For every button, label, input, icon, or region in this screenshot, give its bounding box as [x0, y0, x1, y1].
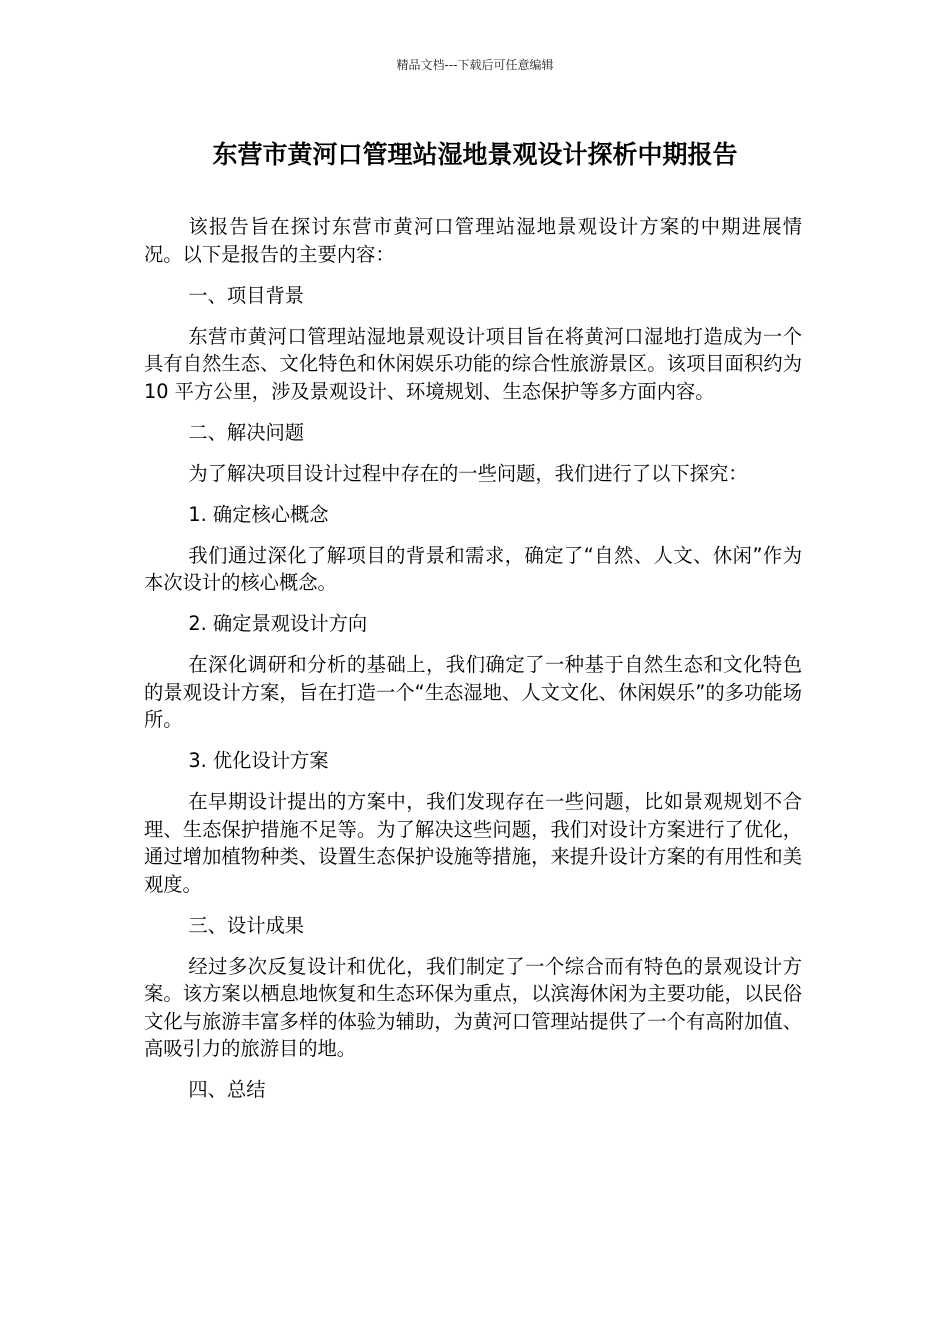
core-concept-paragraph: 我们通过深化了解项目的背景和需求，确定了“自然、人文、休闲”作为本次设计的核心概念。 [144, 543, 802, 594]
subheading-design-direction: 2. 确定景观设计方向 [188, 612, 368, 635]
background-paragraph: 东营市黄河口管理站湿地景观设计项目旨在将黄河口湿地打造成为一个具有自然生态、文化特色和休闲娱乐功能的综合性旅游景区。该项目面积约为 10 平方公里，涉及景观设计、环境规划、生态保护等多方面内容。 [144, 324, 802, 403]
optimize-design-paragraph: 在早期设计提出的方案中，我们发现存在一些问题，比如景观规划不合理、生态保护措施不足等。为了解决这些问题，我们对设计方案进行了优化，通过增加植物种类、设置生态保护设施等措施，来提升设计方案的有用性和美观度。 [144, 790, 802, 896]
design-direction-paragraph: 在深化调研和分析的基础上，我们确定了一种基于自然生态和文化特色的景观设计方案，旨在打造一个“生态湿地、人文文化、休闲娱乐”的多功能场所。 [144, 653, 802, 731]
document-body [144, 213, 802, 1117]
subheading-core-concept: 1. 确定核心概念 [188, 502, 329, 526]
section-heading-background: 一、项目背景 [188, 283, 305, 307]
subheading-optimize-design: 3. 优化设计方案 [188, 749, 329, 772]
problems-paragraph: 为了解决项目设计过程中存在的一些问题，我们进行了以下探究： [188, 461, 748, 485]
section-heading-problems: 二、解决问题 [188, 420, 305, 444]
header-note: 精品文档---下载后可任意编辑 [396, 58, 554, 72]
intro-paragraph: 该报告旨在探讨东营市黄河口管理站湿地景观设计方案的中期进展情况。以下是报告的主要内容： [144, 215, 802, 266]
section-heading-summary: 四、总结 [188, 1078, 266, 1101]
document-title: 东营市黄河口管理站湿地景观设计探析中期报告 [212, 140, 738, 169]
section-heading-results: 三、设计成果 [188, 913, 305, 937]
results-paragraph: 经过多次反复设计和优化，我们制定了一个综合而有特色的景观设计方案。该方案以栖息地恢复和生态环保为重点，以滨海休闲为主要功能，以民俗文化与旅游丰富多样的体验为辅助，为黄河口管理站提供了一个有高附加值、高吸引力的旅游目的地。 [144, 954, 802, 1060]
